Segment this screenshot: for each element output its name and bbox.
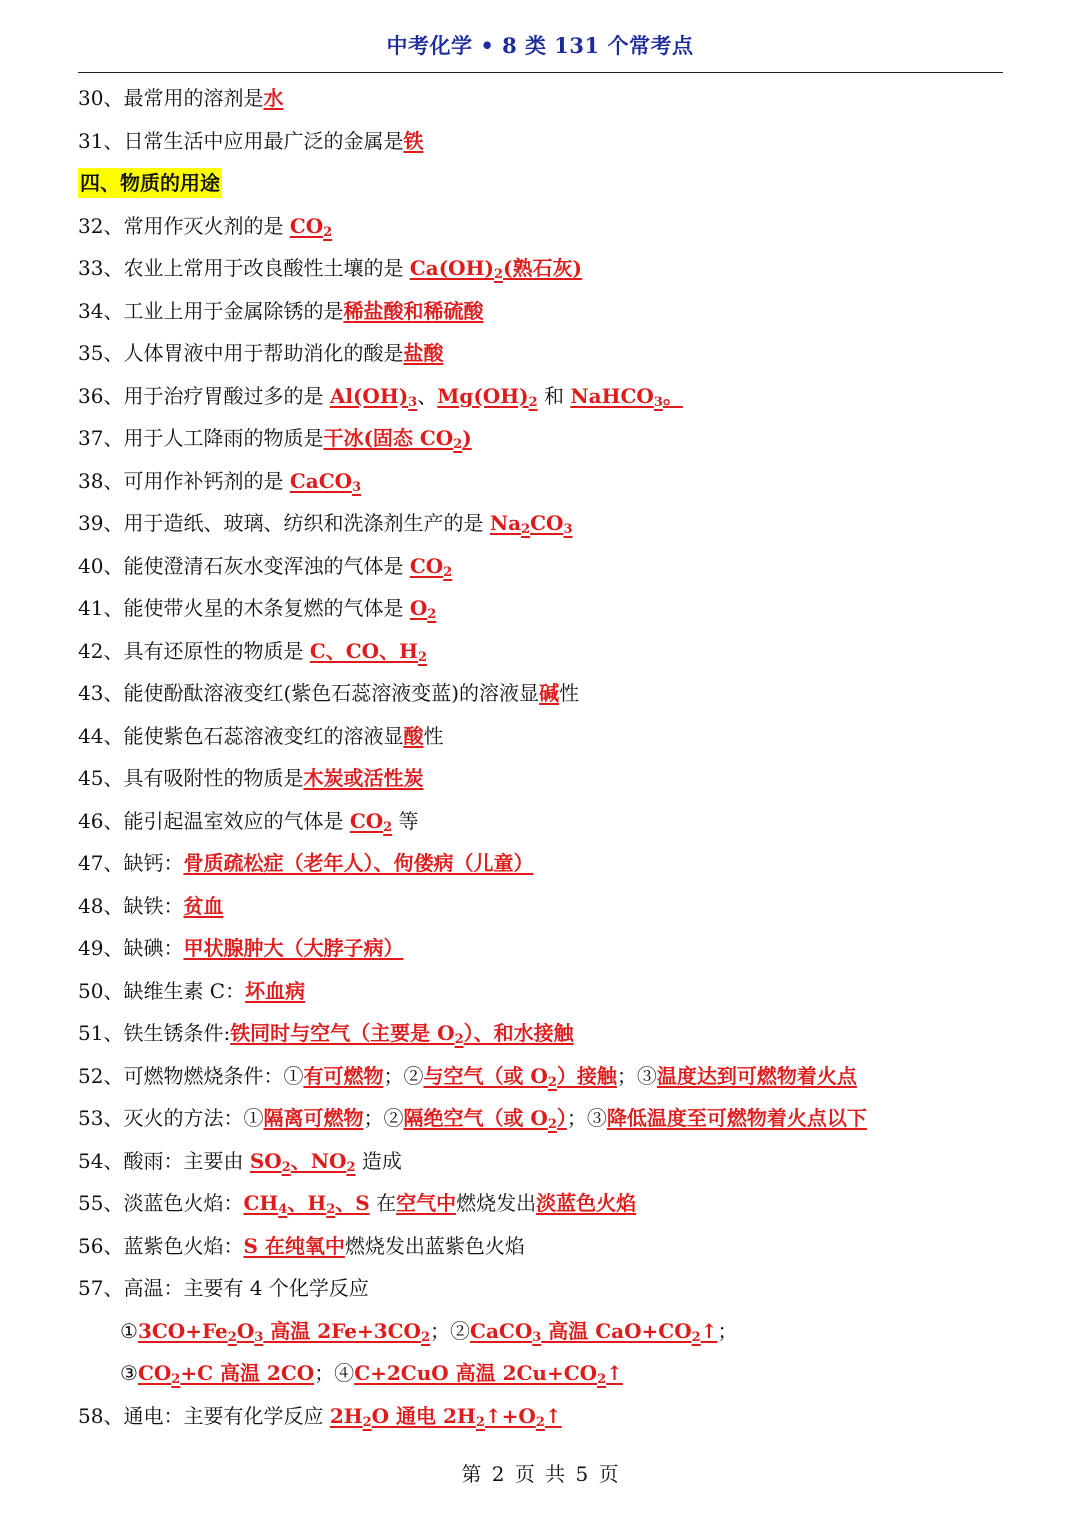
question-text: 造成: [355, 1148, 402, 1173]
list-item: [78, 672, 1018, 715]
question-text: 50、缺维生素 C：: [78, 978, 246, 1003]
answer-subscript: 2: [453, 437, 463, 452]
page-header-title: 中考化学 • 8 类 131 个常考点: [386, 33, 694, 58]
question-text: 45、具有吸附性的物质是: [78, 766, 304, 790]
question-text: 48、缺铁：: [78, 893, 184, 918]
list-item: [78, 247, 1018, 290]
document-body: [78, 77, 1018, 1437]
page-footer: 第 2 页 共 5 页: [461, 1462, 619, 1486]
answer-text: S 在纯氧中: [243, 1233, 345, 1258]
section-heading: [78, 162, 1018, 205]
answer-subscript: 2: [417, 649, 428, 665]
answer-subscript: 2: [227, 1329, 237, 1345]
answer-subscript: 2: [443, 564, 453, 580]
answer-subscript: 4: [278, 1202, 288, 1217]
answer-subscript: 2: [326, 1202, 336, 1217]
answer-subscript: 2: [171, 1372, 181, 1387]
answer-subscript: 2: [427, 607, 437, 622]
list-item: [78, 1352, 1018, 1395]
question-text: 32、常用作灭火剂的是: [78, 213, 290, 238]
answer-text: CO: [530, 511, 564, 535]
answer-text: 盐酸: [403, 341, 444, 365]
answer-subscript: 2: [475, 1414, 485, 1430]
question-text: 46、能引起温室效应的气体是: [78, 808, 350, 833]
question-text: ①: [120, 1318, 138, 1343]
answer-subscript: 3: [563, 522, 573, 537]
question-text: 燃烧发出蓝紫色火焰: [344, 1233, 525, 1258]
answer-text: 、S: [335, 1191, 370, 1215]
question-text: 39、用于造纸、玻璃、纺织和洗涤剂生产的是: [78, 511, 490, 535]
answer-text: ）: [556, 1106, 567, 1130]
answer-text: 高温 2Fe+3CO: [263, 1318, 421, 1343]
list-item: [78, 120, 1018, 163]
list-item: [78, 970, 1018, 1013]
answer-text: CH: [243, 1191, 279, 1215]
question-text: 36、用于治疗胃酸过多的是: [78, 383, 330, 408]
answer-text: 2H: [329, 1403, 363, 1428]
question-text: ；②: [363, 1106, 404, 1130]
question-text: 性: [423, 723, 444, 748]
question-text: 34、工业上用于金属除锈的是: [78, 298, 344, 323]
answer-subscript: 3: [408, 394, 418, 410]
question-text: 33、农业上常用于改良酸性土壤的是: [78, 256, 410, 280]
question-text: 燃烧发出: [456, 1191, 537, 1215]
answer-subscript: 2: [420, 1329, 431, 1345]
answer-subscript: 2: [346, 1159, 356, 1175]
answer-text: 贫血: [183, 893, 224, 918]
question-text: 53、灭火的方法：①: [78, 1106, 264, 1130]
answer-text: 甲状腺肿大（大脖子病）: [183, 936, 404, 960]
answer-subscript: 2: [597, 1372, 607, 1387]
answer-text: 淡蓝色火焰: [536, 1191, 637, 1215]
answer-subscript: 2: [281, 1159, 291, 1175]
answer-text: CO: [349, 808, 384, 833]
answer-text: 3CO+Fe: [137, 1318, 228, 1343]
list-item: [78, 1140, 1018, 1183]
answer-text: O 通电 2H: [371, 1403, 476, 1428]
answer-text: 空气中: [396, 1191, 457, 1215]
answer-subscript: 3: [352, 479, 362, 495]
question-text: ；②: [383, 1063, 424, 1088]
list-item: [78, 375, 1018, 418]
answer-text: 木炭或活性炭: [303, 766, 424, 790]
question-text: 52、可燃物燃烧条件：①: [78, 1063, 304, 1088]
question-text: 38、可用作补钙剂的是: [78, 468, 290, 493]
list-item: [78, 1225, 1018, 1268]
answer-subscript: 2: [383, 819, 393, 835]
question-text: 41、能使带火星的木条复燃的气体是: [78, 596, 410, 620]
question-text: 55、淡蓝色火焰：: [78, 1191, 244, 1215]
question-text: 、: [417, 383, 438, 408]
answer-text: 碱: [539, 681, 560, 705]
list-item: [78, 757, 1018, 800]
answer-text: CaCO: [470, 1318, 533, 1343]
answer-text: Mg(OH): [437, 383, 529, 408]
answer-text: 骨质疏松症（老年人）、佝偻病（儿童）: [183, 851, 534, 875]
list-item: [78, 1395, 1018, 1438]
question-text: 47、缺钙：: [78, 851, 184, 875]
list-item: [78, 800, 1018, 843]
question-text: 56、蓝紫色火焰：: [78, 1233, 244, 1258]
question-text: 49、缺碘：: [78, 936, 184, 960]
answer-text: CO: [409, 553, 444, 578]
question-text: 等: [392, 808, 419, 833]
list-item: [78, 1267, 1018, 1310]
answer-subscript: 2: [535, 1414, 545, 1430]
question-text: 54、酸雨：主要由: [78, 1148, 250, 1173]
answer-text: 稀盐酸和稀硫酸: [343, 298, 484, 323]
list-item: [78, 587, 1018, 630]
answer-text: C+2CuO 高温 2Cu+CO: [354, 1361, 598, 1385]
list-item: [78, 290, 1018, 333]
question-text: 在: [369, 1191, 397, 1215]
question-text: 43、能使酚酞溶液变红(紫色石蕊溶液变蓝)的溶液显: [78, 681, 540, 705]
answer-subscript: 3: [254, 1329, 264, 1345]
answer-text: 水: [263, 86, 284, 110]
list-item: [78, 77, 1018, 120]
answer-text: 铁: [403, 128, 424, 153]
answer-text: 干冰(固态 CO: [323, 426, 454, 450]
question-text: 性: [559, 681, 580, 705]
answer-subscript: 2: [547, 1074, 557, 1090]
answer-text: (熟石灰): [502, 256, 582, 280]
answer-subscript: 2: [528, 394, 538, 410]
list-item: [78, 502, 1018, 545]
answer-subscript: 2: [362, 1414, 372, 1430]
answer-text: CaCO: [289, 468, 353, 493]
answer-text: 温度达到可燃物着火点: [656, 1063, 857, 1088]
answer-text: 与空气（或 O: [423, 1063, 548, 1088]
answer-subscript: 2: [547, 1117, 557, 1132]
answer-text: NaHCO: [570, 383, 654, 408]
question-text: 和: [537, 383, 571, 408]
answer-text: 、H: [287, 1191, 327, 1215]
answer-text: Ca(OH): [409, 256, 494, 280]
question-text: 42、具有还原性的物质是: [78, 638, 310, 663]
answer-text: CO: [137, 1361, 172, 1385]
list-item: [78, 417, 1018, 460]
question-text: 57、高温：主要有 4 个化学反应: [78, 1276, 369, 1300]
answer-text: 隔离可燃物: [263, 1106, 364, 1130]
answer-text: 酸: [403, 723, 424, 748]
answer-text: 降低温度至可燃物着火点以下: [606, 1106, 867, 1130]
list-item: [78, 1310, 1018, 1353]
answer-text: O: [409, 596, 428, 620]
header-divider: [78, 72, 1003, 73]
answer-text: CO: [289, 213, 324, 238]
answer-text: ↑: [606, 1361, 623, 1385]
list-item: [78, 927, 1018, 970]
highlighted-heading: [78, 168, 222, 198]
answer-text: ): [462, 426, 472, 450]
list-item: [78, 1182, 1018, 1225]
answer-text: ↑+O: [484, 1403, 536, 1428]
answer-text: ）接触: [556, 1063, 617, 1088]
list-item: [78, 1097, 1018, 1140]
list-item: [78, 205, 1018, 248]
question-text: 31、日常生活中应用最广泛的金属是: [78, 128, 404, 153]
question-text: 58、通电：主要有化学反应: [78, 1403, 330, 1428]
list-item: [78, 460, 1018, 503]
list-item: [78, 842, 1018, 885]
answer-subscript: 2: [323, 224, 333, 240]
answer-subscript: 3: [532, 1329, 542, 1345]
answer-text: Na: [489, 511, 522, 535]
question-text: ；③: [566, 1106, 607, 1130]
question-text: 四、物质的用途: [80, 171, 220, 195]
answer-text: 隔绝空气（或 O: [403, 1106, 548, 1130]
answer-text: C、CO、H: [309, 638, 418, 663]
answer-text: ↑: [700, 1318, 718, 1343]
answer-text: 有可燃物: [303, 1063, 384, 1088]
answer-subscript: 3: [653, 394, 663, 410]
question-text: ；: [717, 1318, 738, 1343]
answer-text: ）、和水接触: [463, 1021, 574, 1045]
answer-subscript: 2: [454, 1032, 464, 1047]
list-item: [78, 885, 1018, 928]
question-text: ；④: [314, 1361, 355, 1385]
question-text: 35、人体胃液中用于帮助消化的酸是: [78, 341, 404, 365]
answer-text: Al(OH): [329, 383, 409, 408]
question-text: 37、用于人工降雨的物质是: [78, 426, 324, 450]
list-item: [78, 1055, 1018, 1098]
answer-text: 高温 CaO+CO: [541, 1318, 692, 1343]
answer-text: SO: [249, 1148, 282, 1173]
question-text: ③: [120, 1361, 138, 1385]
question-text: ；②: [430, 1318, 471, 1343]
answer-subscript: 2: [691, 1329, 701, 1345]
list-item: [78, 332, 1018, 375]
list-item: [78, 1012, 1018, 1055]
list-item: [78, 715, 1018, 758]
list-item: [78, 630, 1018, 673]
answer-text: O: [236, 1318, 255, 1343]
answer-subscript: 2: [521, 522, 531, 537]
answer-subscript: 2: [493, 267, 503, 282]
question-text: 51、铁生锈条件:: [78, 1021, 231, 1045]
question-text: 44、能使紫色石蕊溶液变红的溶液显: [78, 723, 404, 748]
answer-text: 。: [662, 383, 683, 408]
question-text: 40、能使澄清石灰水变浑浊的气体是: [78, 553, 410, 578]
answer-text: 坏血病: [245, 978, 306, 1003]
question-text: ；③: [616, 1063, 657, 1088]
answer-text: +C 高温 2CO: [180, 1361, 315, 1385]
answer-text: 、NO: [290, 1148, 347, 1173]
answer-text: ↑: [544, 1403, 562, 1428]
question-text: 30、最常用的溶剂是: [78, 86, 264, 110]
list-item: [78, 545, 1018, 588]
answer-text: 铁同时与空气（主要是 O: [230, 1021, 455, 1045]
